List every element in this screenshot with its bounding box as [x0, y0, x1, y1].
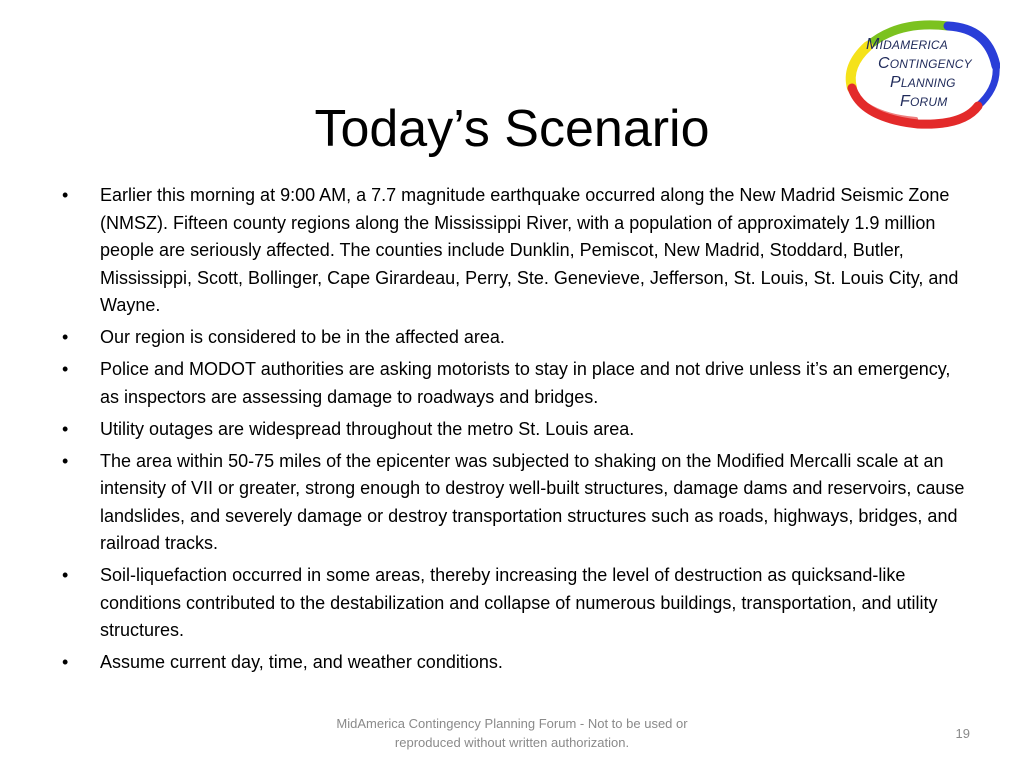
bullet-text: Soil-liquefaction occurred in some areas, thereby increasing the level of destruction as quicksand-like conditions contributed to the destabilization and collapse of numerous buildings, transportation, and utility structures. [100, 565, 938, 640]
bullet-item-assume [60, 649, 970, 677]
slide-title: Today’s Scenario [314, 99, 710, 158]
logo-line-forum: FORUM [900, 93, 948, 110]
bullet-item-liquefaction [60, 562, 970, 645]
bullet-icon: • [62, 327, 69, 347]
bullet-item-region [60, 324, 970, 352]
footer-line-2: reproduced without written authorization. [394, 735, 630, 750]
bullet-text: Utility outages are widespread throughout the metro St. Louis area. [100, 418, 635, 439]
bullet-item-mercalli [60, 448, 970, 558]
bullet-icon: • [62, 418, 69, 439]
bullet-text: Earlier this morning at 9:00 AM, a 7.7 magnitude earthquake occurred along the New Madrid Seismic Zone (NMSZ). Fifteen county regions along the Mississippi River, with a population of approximately 1.9 million people are seriously affected. The counties include Dunklin, Pemiscot, New Madrid, Stoddard, Butler, Mississippi, Scott, Bollinger, Cape Girardeau, Perry, Ste. Genevieve, Jefferson, St. Louis, St. Louis City, and Wayne. [100, 185, 959, 315]
bullet-text: Police and MODOT authorities are asking motorists to stay in place and not drive unless it’s an emergency, as inspectors are assessing damage to roadways and bridges. [100, 359, 951, 407]
bullet-text: Our region is considered to be in the affected area. [100, 327, 505, 347]
footer-text [280, 714, 744, 752]
bullet-text: Assume current day, time, and weather conditions. [100, 652, 503, 672]
logo-line-planning: PLANNING [890, 74, 956, 91]
bullet-icon: • [62, 359, 69, 379]
bullet-icon: • [62, 565, 69, 585]
page-number: 19 [955, 726, 970, 741]
bullet-icon: • [62, 185, 69, 205]
bullet-text: The area within 50-75 miles of the epicenter was subjected to shaking on the Modified Mercalli scale at an intensity of VII or greater, strong enough to destroy well-built structures, damage dams and reservoirs, cause landslides, and severely damage or destroy transportation structures such as roads, highways, bridges, and railroad tracks. [100, 450, 965, 553]
bullet-item-utility [60, 416, 970, 444]
bullet-icon: • [62, 450, 69, 471]
logo-line-contingency: CONTINGENCY [878, 55, 972, 72]
slide-content [60, 182, 970, 681]
logo-line-midamerica: MIDAMERICA [866, 36, 949, 53]
bullet-item-police [60, 356, 970, 411]
footer-line-1: MidAmerica Contingency Planning Forum - Not to be used or [336, 716, 688, 731]
bullet-icon: • [62, 652, 69, 672]
bullet-list [60, 182, 970, 677]
bullet-item-earthquake [60, 182, 970, 320]
